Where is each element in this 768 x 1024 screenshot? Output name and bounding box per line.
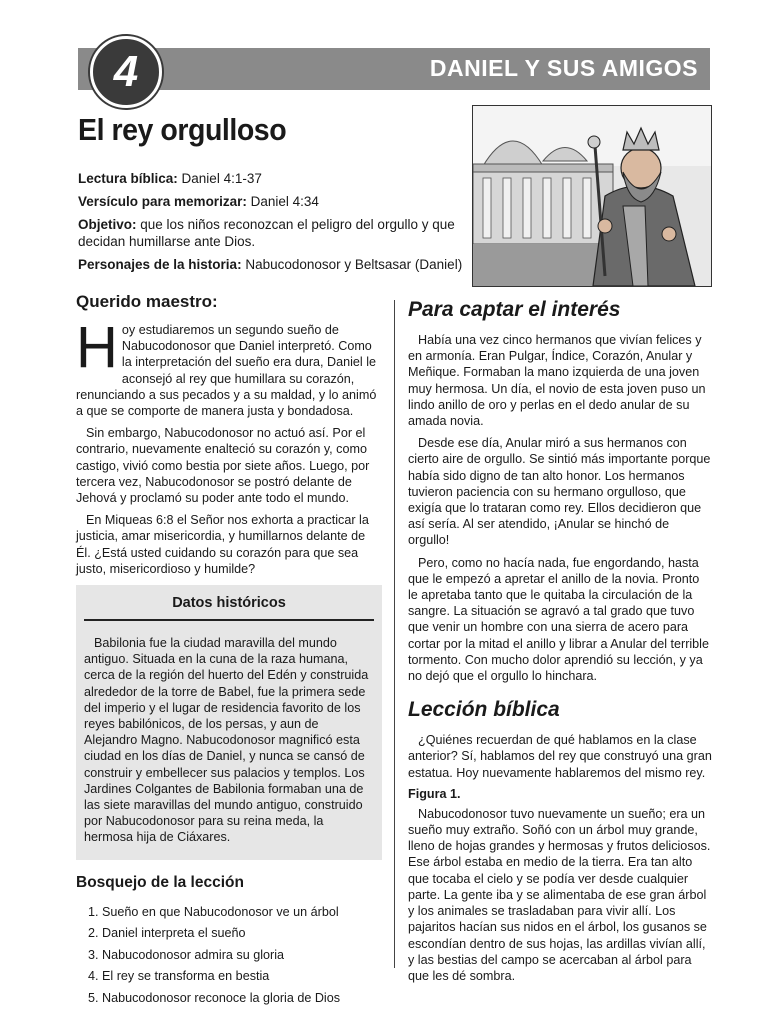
personajes-value: Nabucodonosor y Beltsasar (Daniel) <box>245 257 463 272</box>
list-item: 4. El rey se transforma en bestia <box>102 966 382 988</box>
bosquejo-heading: Bosquejo de la lección <box>76 873 244 891</box>
list-item: 3. Nabucodonosor admira su gloria <box>102 945 382 967</box>
lectura-label: Lectura bíblica: <box>78 171 178 186</box>
king-illustration <box>472 105 712 287</box>
column-divider <box>394 300 395 968</box>
objetivo-label: Objetivo: <box>78 217 137 232</box>
lesson-meta <box>78 170 468 279</box>
list-item: 1. Sueño en que Nabucodonosor ve un árbol <box>102 902 382 924</box>
figure-label: Figura 1. <box>408 786 461 801</box>
interes-heading: Para captar el interés <box>408 298 621 321</box>
datos-historicos-box <box>76 585 382 860</box>
maestro-paragraph-3: En Miqueas 6:8 el Señor nos exhorta a practicar la justicia, amar misericordia, y humillarnos delante de Él. ¿Está usted cuidando su corazón para que sea justo, misericordioso y humilde? <box>76 513 369 576</box>
bosquejo-list <box>76 902 382 1010</box>
objetivo-line <box>78 216 468 250</box>
lesson-title: El rey orgulloso <box>78 112 287 147</box>
lectura-value: Daniel 4:1-37 <box>181 171 262 186</box>
leccion-paragraph-1: ¿Quiénes recuerdan de qué hablamos en la clase anterior? Sí, hablamos del rey que construyó una gran estatua. Hoy nuevamente hablaremos del mismo rey. <box>408 733 712 780</box>
datos-historicos-text: Babilonia fue la ciudad maravilla del mundo antiguo. Situada en la cuna de la raza humana, cerca de la región del huerto del Edén y construida alrededor de la torre de Babel, fue la primera sede del imperio y el lugar de residencia favorito de los reyes babilónicos, de los persas, y aun de Alejandro Magno. Nabucodonosor magnificó esta ciudad en los días de Daniel, y nunca se cansó de construir y embellecer sus palacios y templos. Los Jardines Colgantes de Babilonia formaban una de las siete maravillas del mundo antiguo, construido por Nabucodonosor para su reina meda, la hermosa hija de Ciáxares. <box>84 636 369 845</box>
list-item: 2. Daniel interpreta el sueño <box>102 923 382 945</box>
versiculo-line <box>78 193 468 210</box>
right-column <box>408 298 712 990</box>
versiculo-label: Versículo para memorizar: <box>78 194 247 209</box>
list-item: 5. Nabucodonosor reconoce la gloria de Dios <box>102 988 382 1010</box>
left-column <box>76 292 382 1009</box>
lectura-line <box>78 170 468 187</box>
maestro-paragraph-1 <box>76 315 382 419</box>
dropcap: H <box>76 315 118 380</box>
lesson-number-badge: 4 <box>90 36 162 108</box>
leccion-paragraph-2: Nabucodonosor tuvo nuevamente un sueño; era un sueño muy extraño. Soñó con un árbol muy grande, lleno de hojas grandes y hermosas y frutos deliciosos. Ese árbol estaba en medio de la tierra. Era tan alto que tocaba el cielo y se podía ver desde cualquier parte. La gente iba y se alimentaba de ese gran árbol y los animales se trasladaban para vivir allí. Los pajaritos hacían sus nidos en el árbol, los gusanos se escondían dentro de sus hojas, las ardillas vivían allí, y las bestias del campo se acercaban al árbol para que les dé sombra. <box>408 806 711 983</box>
maestro-paragraph-1-text: oy estudiaremos un segundo sueño de Nabucodonosor que Daniel interpretó. Como la interpretación del sueño era dura, Daniel le aconsejó al rey que humillara su corazón, renunciando a sus pecados y a su maldad, y lo animó a que se comporte de manera justa y bondadosa. <box>76 323 377 419</box>
interes-paragraph-3: Pero, como no hacía nada, fue engordando, hasta que le empezó a apretar el anillo de la novia. Pronto le apretaba tanto que le quitaba la circulación de la sangre. La situación se agravó a tal grado que tuvo que venir un hombre con una sierra de acero para cortar por la mitad el anillo y librar a Anular del terrible tormento. Con mucho dolor aprendió su lección, y ya no dejó que el orgullo lo hinchara. <box>408 555 709 684</box>
maestro-paragraph-2: Sin embargo, Nabucodonosor no actuó así. Por el contrario, nuevamente enalteció su corazón y, como castigo, vivió como bestia por siete años. Luego, por tercera vez, Nabucodonosor se postró delante de Jehová y proclamó su poder ante todo el mundo. <box>76 426 370 506</box>
maestro-heading: Querido maestro: <box>76 292 218 311</box>
datos-historicos-title: Datos históricos <box>172 595 286 612</box>
king-illustration-drawing <box>473 106 711 286</box>
leccion-heading: Lección bíblica <box>408 698 560 722</box>
datos-historicos-rule <box>84 619 374 621</box>
personajes-label: Personajes de la historia: <box>78 257 242 272</box>
personajes-line <box>78 256 468 273</box>
series-title: DANIEL Y SUS AMIGOS <box>429 55 698 81</box>
objetivo-value: que los niños reconozcan el peligro del orgullo y que decidan humillarse ante Dios. <box>78 217 455 249</box>
interes-paragraph-1: Había una vez cinco hermanos que vivían felices y en armonía. Eran Pulgar, Índice, Corazón, Anular y Meñique. Formaban la mano izquierda de una joven muy hermosa. Un día, el novio de esta joven puso un lindo anillo de oro y perlas en el dedo anular de su amada novia. <box>408 333 706 429</box>
series-banner <box>78 48 710 90</box>
interes-paragraph-2: Desde ese día, Anular miró a sus hermanos con cierto aire de orgullo. Se sintió más importante porque había sido digno de tan alto honor. Los hermanos tuvieron paciencia con su hermano orgulloso, que exigía que lo trataran como rey. Ellos decidieron que así sería. Al ser atendido, ¡Anular se hinchó de orgullo! <box>408 436 711 548</box>
versiculo-value: Daniel 4:34 <box>250 194 319 209</box>
